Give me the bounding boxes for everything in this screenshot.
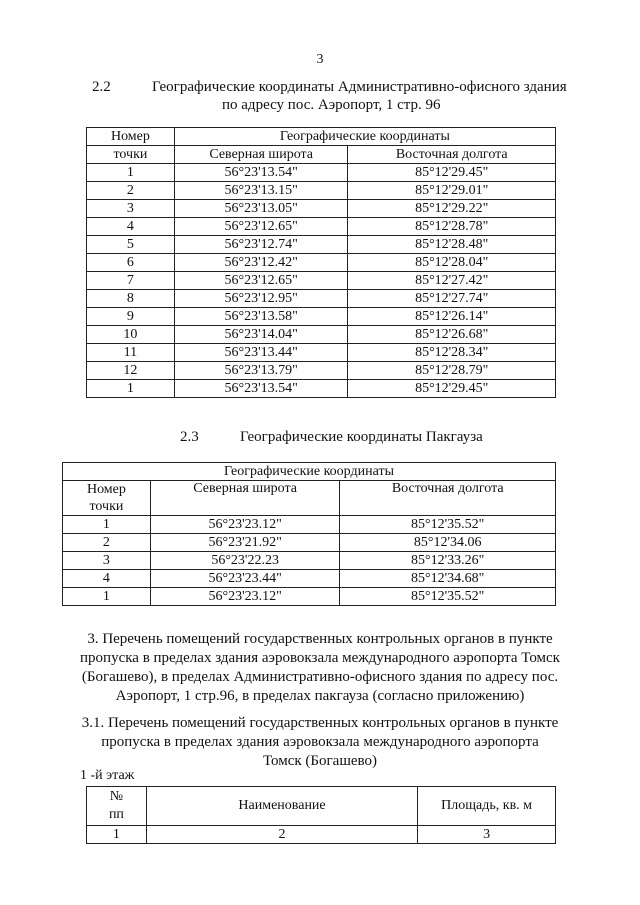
point-number-cell: 1: [87, 164, 175, 182]
longitude-cell: 85°12'29.01": [348, 182, 556, 200]
longitude-cell: 85°12'29.45": [348, 380, 556, 398]
point-number-cell: 4: [87, 218, 175, 236]
longitude-cell: 85°12'33.26": [340, 552, 556, 570]
latitude-cell: 56°23'23.12": [150, 516, 340, 534]
longitude-cell: 85°12'35.52": [340, 588, 556, 606]
point-number-cell: 3: [87, 200, 175, 218]
paragraph-line: 3. Перечень помещений государственных контрольных органов в пункте: [87, 631, 553, 647]
table-row: [63, 552, 556, 570]
longitude-cell: 85°12'28.78": [348, 218, 556, 236]
longitude-cell: 85°12'26.68": [348, 326, 556, 344]
index-cell: 3: [418, 826, 556, 844]
section-2-3-title: Географические координаты Пакгауза: [240, 429, 483, 445]
table-row: [87, 272, 556, 290]
header-cell: Номер: [87, 128, 175, 146]
point-number-cell: 11: [87, 344, 175, 362]
floor-label: 1 -й этаж: [80, 768, 135, 783]
table-row: [63, 516, 556, 534]
latitude-cell: 56°23'14.04": [174, 326, 348, 344]
table-row: [87, 326, 556, 344]
header-cell: [87, 787, 147, 826]
latitude-cell: 56°23'13.15": [174, 182, 348, 200]
table-index-row: [87, 826, 556, 844]
table-row: [87, 308, 556, 326]
point-number-cell: 1: [63, 588, 151, 606]
point-number-cell: 1: [87, 380, 175, 398]
header-text: Номер: [86, 482, 126, 497]
point-number-cell: 1: [63, 516, 151, 534]
header-cell: Наименование: [146, 787, 417, 826]
point-number-cell: 6: [87, 254, 175, 272]
table-header-row: [63, 463, 556, 481]
latitude-cell: 56°23'23.44": [150, 570, 340, 588]
table-row: [63, 588, 556, 606]
latitude-cell: 56°23'12.74": [174, 236, 348, 254]
point-number-cell: 5: [87, 236, 175, 254]
point-number-cell: 9: [87, 308, 175, 326]
latitude-cell: 56°23'12.42": [174, 254, 348, 272]
longitude-cell: 85°12'29.45": [348, 164, 556, 182]
longitude-cell: 85°12'28.04": [348, 254, 556, 272]
premises-table: [86, 786, 556, 844]
paragraph-line: Аэропорт, 1 стр.96, в пределах пакгауза (согласно приложению): [115, 688, 525, 704]
header-text: точки: [89, 499, 124, 514]
table-header-row: [87, 787, 556, 826]
latitude-cell: 56°23'13.54": [174, 164, 348, 182]
table-header-row: [87, 128, 556, 146]
table-row: [87, 200, 556, 218]
latitude-cell: 56°23'13.79": [174, 362, 348, 380]
table-row: [87, 290, 556, 308]
header-cell: Географические координаты: [174, 128, 555, 146]
point-number-cell: 7: [87, 272, 175, 290]
longitude-cell: 85°12'29.22": [348, 200, 556, 218]
point-number-cell: 2: [87, 182, 175, 200]
header-cell: [63, 481, 151, 516]
latitude-cell: 56°23'13.44": [174, 344, 348, 362]
paragraph-line: 3.1. Перечень помещений государственных контрольных органов в пункте: [81, 715, 559, 731]
point-number-cell: 8: [87, 290, 175, 308]
index-cell: 2: [146, 826, 417, 844]
longitude-cell: 85°12'27.74": [348, 290, 556, 308]
section-2-2-title-line1: Географические координаты Административно-офисного здания: [152, 79, 567, 95]
coordinates-table-admin-building: [86, 127, 556, 398]
point-number-cell: 12: [87, 362, 175, 380]
header-cell: Восточная долгота: [340, 481, 556, 516]
page-number: 3: [316, 52, 324, 67]
longitude-cell: 85°12'34.06: [340, 534, 556, 552]
table-header-row: [87, 146, 556, 164]
section-3-paragraph: [0, 630, 640, 706]
header-cell: Северная широта: [150, 481, 340, 516]
point-number-cell: 3: [63, 552, 151, 570]
latitude-cell: 56°23'12.95": [174, 290, 348, 308]
coordinates-table-warehouse: [62, 462, 556, 606]
latitude-cell: 56°23'13.58": [174, 308, 348, 326]
latitude-cell: 56°23'13.05": [174, 200, 348, 218]
point-number-cell: 10: [87, 326, 175, 344]
table-row: [87, 236, 556, 254]
section-number: 2.2: [92, 79, 111, 95]
longitude-cell: 85°12'28.34": [348, 344, 556, 362]
paragraph-line: (Богашево), в пределах Административно-офисного здания по адресу пос.: [81, 669, 559, 685]
latitude-cell: 56°23'13.54": [174, 380, 348, 398]
table-row: [87, 182, 556, 200]
header-cell: Восточная долгота: [348, 146, 556, 164]
longitude-cell: 85°12'27.42": [348, 272, 556, 290]
longitude-cell: 85°12'34.68": [340, 570, 556, 588]
header-cell: Северная широта: [174, 146, 348, 164]
latitude-cell: 56°23'22.23: [150, 552, 340, 570]
table-row: [87, 362, 556, 380]
table-row: [87, 344, 556, 362]
section-2-3-number: 2.3: [180, 429, 199, 445]
section-2-2-heading: [92, 78, 111, 96]
header-cell: Географические координаты: [63, 463, 556, 481]
index-cell: 1: [87, 826, 147, 844]
latitude-cell: 56°23'12.65": [174, 272, 348, 290]
longitude-cell: 85°12'28.48": [348, 236, 556, 254]
latitude-cell: 56°23'12.65": [174, 218, 348, 236]
header-text: пп: [108, 807, 124, 822]
table-row: [63, 570, 556, 588]
paragraph-line: Томск (Богашево): [262, 753, 378, 769]
header-cell: точки: [87, 146, 175, 164]
longitude-cell: 85°12'28.79": [348, 362, 556, 380]
section-3-1-paragraph: [0, 714, 640, 771]
table-row: [87, 218, 556, 236]
header-cell: Площадь, кв. м: [418, 787, 556, 826]
table-row: [87, 164, 556, 182]
table-row: [87, 254, 556, 272]
table-row: [87, 380, 556, 398]
section-2-2-title-line2: по адресу пос. Аэропорт, 1 стр. 96: [222, 97, 441, 113]
table-header-row: [63, 481, 556, 516]
latitude-cell: 56°23'23.12": [150, 588, 340, 606]
table-row: [63, 534, 556, 552]
point-number-cell: 4: [63, 570, 151, 588]
paragraph-line: пропуска в пределах здания аэровокзала международного аэропорта: [101, 734, 539, 750]
longitude-cell: 85°12'26.14": [348, 308, 556, 326]
point-number-cell: 2: [63, 534, 151, 552]
header-text: №: [109, 789, 124, 804]
latitude-cell: 56°23'21.92": [150, 534, 340, 552]
longitude-cell: 85°12'35.52": [340, 516, 556, 534]
paragraph-line: пропуска в пределах здания аэровокзала международного аэропорта Томск: [80, 650, 560, 666]
